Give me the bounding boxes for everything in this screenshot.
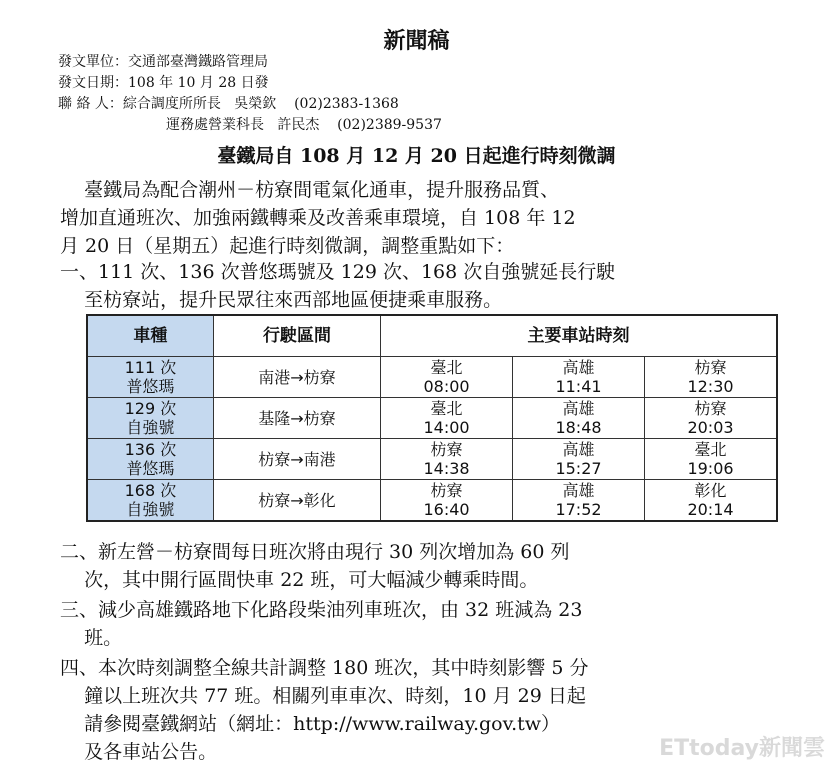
- point-one: [60, 258, 615, 314]
- train-cell: [87, 480, 213, 522]
- point-two: [60, 538, 570, 594]
- stop-cell: [513, 439, 645, 480]
- stop-time: 20:03: [687, 418, 734, 437]
- train-type: 普悠瑪: [126, 377, 175, 396]
- stop-time: 16:40: [423, 500, 470, 519]
- stop-station: 枋寮: [694, 399, 727, 418]
- headline: 臺鐵局自 108 月 12 月 20 日起進行時刻微調: [217, 145, 616, 167]
- page-title: 新聞稿: [383, 28, 450, 54]
- text-line: 至枋寮站，提升民眾往來西部地區便捷乘車服務。: [60, 289, 503, 311]
- issuer-value: 交通部臺灣鐵路管理局: [128, 54, 268, 70]
- date-line: [58, 73, 269, 94]
- stop-cell: [644, 357, 777, 398]
- stop-cell: [381, 439, 513, 480]
- stop-station: 臺北: [694, 440, 727, 459]
- contact-phone: (02)2383-1368: [294, 96, 399, 112]
- stop-cell: [644, 439, 777, 480]
- stop-time: 20:14: [687, 500, 734, 519]
- schedule-table: [86, 314, 778, 522]
- stop-cell: [381, 480, 513, 522]
- stop-cell: [381, 398, 513, 439]
- stop-station: 高雄: [562, 440, 595, 459]
- text-line: 增加直通班次、加強兩鐵轉乘及改善乘車環境，自 108 年 12: [60, 207, 576, 229]
- train-cell: [87, 398, 213, 439]
- stop-time: 11:41: [555, 377, 602, 396]
- stop-station: 枋寮: [430, 481, 463, 500]
- stop-station: 高雄: [562, 358, 595, 377]
- text-line: 四、本次時刻調整全線共計調整 180 班次，其中時刻影響 5 分: [60, 657, 589, 679]
- train-cell: [87, 357, 213, 398]
- stop-station: 高雄: [562, 399, 595, 418]
- contact-role: 綜合調度所所長: [122, 96, 221, 112]
- route-cell: 南港→枋寮: [213, 357, 380, 398]
- stop-station: 臺北: [430, 358, 463, 377]
- contact-label: 聯 絡 人：: [58, 96, 123, 112]
- table-row: [87, 398, 777, 439]
- stop-time: 17:52: [555, 500, 602, 519]
- stop-station: 枋寮: [694, 358, 727, 377]
- ettoday-watermark: ETtoday新聞雲: [659, 736, 825, 761]
- stop-cell: [513, 357, 645, 398]
- contact-name: 許民杰: [277, 117, 320, 133]
- header-train-type: 車種: [87, 315, 213, 357]
- header-route: 行駛區間: [213, 315, 380, 357]
- point-four: [60, 654, 589, 766]
- train-number: 168 次: [124, 481, 177, 500]
- date-value: 108 年 10 月 28 日發: [128, 75, 269, 91]
- stop-cell: [644, 480, 777, 522]
- header-station-times: 主要車站時刻: [381, 315, 777, 357]
- stop-station: 高雄: [562, 481, 595, 500]
- table-header-row: [87, 315, 777, 357]
- issuer-line: [58, 52, 268, 73]
- route-cell: 枋寮→南港: [213, 439, 380, 480]
- stop-time: 14:38: [423, 459, 470, 478]
- contact-name: 吳榮欽: [234, 96, 277, 112]
- train-type: 普悠瑪: [126, 459, 175, 478]
- stop-time: 08:00: [423, 377, 470, 396]
- table-row: [87, 480, 777, 522]
- train-type: 自強號: [126, 500, 175, 519]
- text-line: 次，其中開行區間快車 22 班，可大幅減少轉乘時間。: [60, 569, 539, 591]
- train-number: 136 次: [124, 440, 177, 459]
- table-row: [87, 439, 777, 480]
- contact-phone: (02)2389-9537: [337, 117, 442, 133]
- stop-time: 14:00: [423, 418, 470, 437]
- stop-time: 15:27: [555, 459, 602, 478]
- stop-cell: [644, 398, 777, 439]
- stop-time: 18:48: [555, 418, 602, 437]
- stop-cell: [381, 357, 513, 398]
- text-line: 三、減少高雄鐵路地下化路段柴油列車班次，由 32 班減為 23: [60, 599, 583, 621]
- train-cell: [87, 439, 213, 480]
- route-cell: 枋寮→彰化: [213, 480, 380, 522]
- route-cell: 基隆→枋寮: [213, 398, 380, 439]
- stop-cell: [513, 480, 645, 522]
- stop-time: 19:06: [687, 459, 734, 478]
- text-line: 一、111 次、136 次普悠瑪號及 129 次、168 次自強號延長行駛: [60, 261, 616, 283]
- text-line: 及各車站公告。: [60, 741, 218, 763]
- text-line: 二、新左營－枋寮間每日班次將由現行 30 列次增加為 60 列: [60, 541, 570, 563]
- point-three: [60, 596, 582, 652]
- train-number: 129 次: [124, 399, 177, 418]
- text-line: 臺鐵局為配合潮州－枋寮間電氣化通車，提升服務品質、: [60, 179, 560, 201]
- issuer-label: 發文單位：: [58, 54, 128, 70]
- train-number: 111 次: [124, 358, 177, 377]
- text-line: 月 20 日（星期五）起進行時刻微調，調整重點如下：: [60, 235, 515, 257]
- stop-station: 彰化: [694, 481, 727, 500]
- contact-line-2: [166, 115, 442, 136]
- stop-station: 臺北: [430, 399, 463, 418]
- contact-role: 運務處營業科長: [166, 117, 264, 133]
- text-line: 鐘以上班次共 77 班。相關列車車次、時刻，10 月 29 日起: [60, 685, 586, 707]
- stop-station: 枋寮: [430, 440, 463, 459]
- contact-line-1: [58, 94, 399, 115]
- date-label: 發文日期：: [58, 75, 128, 91]
- intro-paragraph: [60, 176, 576, 260]
- stop-time: 12:30: [687, 377, 734, 396]
- stop-cell: [513, 398, 645, 439]
- table-row: [87, 357, 777, 398]
- train-type: 自強號: [126, 418, 175, 437]
- text-line: 請參閱臺鐵網站（網址：http://www.railway.gov.tw）: [60, 713, 561, 735]
- text-line: 班。: [60, 627, 123, 649]
